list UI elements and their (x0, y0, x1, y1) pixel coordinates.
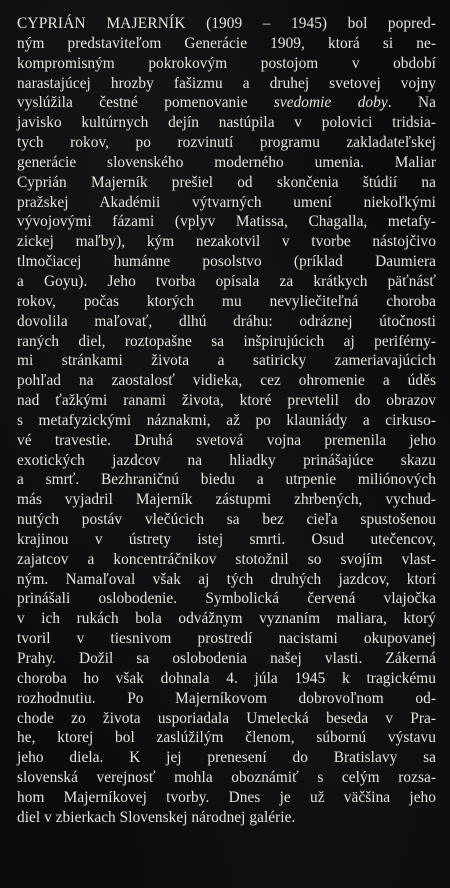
text-line: hom Majerníkovej tvorby. Dnes je už väčšina jeho (17, 788, 436, 806)
text-line: v ich rukách bola odvážnym vyznaním maliara, ktorý (17, 610, 436, 628)
text-line: ným predstaviteľom Generácie 1909, ktorá si ne- (17, 34, 436, 52)
text-line: exotických jazdcov na hliadky prinášajúce skazu (17, 451, 436, 469)
text-line: tvoril v tiesnivom prostredí nacistami okupovanej (17, 630, 436, 648)
text-line: diel v zbierkach Slovenskej národnej galérie. (17, 808, 296, 826)
text-line: tlmočiacej humánne posolstvo (príklad Daumiera (17, 253, 436, 271)
text-line: s metafyzickými náznakmi, až po klauniády a cirkuso- (17, 411, 436, 429)
text-line: a smrť. Bezhraničnú biedu a utrpenie miliónových (17, 471, 436, 489)
text-line: a Goyu). Jeho tvorba opísala za krátkych päťnásť (17, 272, 436, 290)
text-line: Prahy. Dožil sa oslobodenia našej vlasti. Zákerná (17, 650, 436, 667)
text-line: pohľad na zaostalosť vidieka, cez ohromenie a úděs (17, 372, 436, 390)
text-line: narastajúcej hrozby fašizmu a druhej svetovej vojny (17, 74, 436, 92)
text-line: pražskej Akadémii výtvarných umení niekoľkými (17, 193, 436, 211)
biography-text (17, 14, 436, 828)
text-line: chode zo života usporiadala Umelecká beseda v Pra- (17, 709, 436, 727)
text-line: javisko kultúrnych dejín nastúpila v polovici tridsia- (17, 114, 436, 132)
text-line: kompromisným pokrokovým postojom v období (17, 54, 436, 72)
text-line: nutých postáv vlečúcich sa bez cieľa spustošenou (17, 511, 436, 529)
text-line: rozhodnutiu. Po Majerníkovom dobrovoľnom od- (17, 689, 436, 707)
text-line: zajatcov a koncentráčnikov stotožnil so svojím vlast- (17, 550, 436, 568)
text-line: zickej maľby), kým nezakotvil v tvorbe nástojčivo (17, 233, 436, 251)
text-line: jeho diela. K jej prenesení do Bratislavy sa (17, 749, 436, 767)
text-line: mi stránkami života a satiricky zameriavajúcich (17, 352, 436, 370)
text-line: ným. Namaľoval však aj tých druhých jazdcov, ktorí (17, 570, 436, 588)
text-line: krajinou v ústrety istej smrti. Osud utečencov, (17, 530, 436, 548)
text-line: CYPRIÁN MAJERNÍK (1909 – 1945) bol popred- (17, 15, 436, 32)
text-line: dovolila maľovať, dlhú dráhu: odráznej útočnosti (17, 312, 436, 330)
text-line: vývojovými fázami (vplyv Matissa, Chagalla, metafy- (17, 213, 436, 231)
text-line: más vyjadril Majerník zástupmi zhrbených, vychud- (17, 491, 436, 509)
text-line: vé travestie. Druhá svetová vojna premenila jeho (17, 431, 436, 449)
text-line: prinášali oslobodenie. Symbolická červená vlajočka (17, 590, 436, 608)
text-line: he, ktorej bol zaslúžilým členom, súbornú výstavu (17, 729, 436, 747)
text-line: Cyprián Majerník prešiel od skončenia štúdií na (17, 173, 436, 191)
text-line: choroba ho však dohnala 4. júla 1945 k tragickému (17, 669, 436, 687)
text-line: generácie slovenského moderného umenia. Maliar (17, 153, 436, 171)
emphasis-text: svedomie doby (273, 94, 388, 112)
text-line: nad ťažkými ranami života, ktoré prevtelil do obrazov (17, 392, 436, 410)
text-line: tych rokov, po rozvinutí programu zakladateľskej (17, 134, 436, 152)
artist-name: CYPRIÁN MAJERNÍK (17, 15, 186, 32)
text-line: raných diel, roztopašne sa inšpirujúcich aj periférny- (17, 332, 436, 350)
text-line: slovenská verejnosť mohla oboznámiť s celým rozsa- (17, 769, 436, 787)
text-line: rokov, počas ktorých mu nevyliečiteľná choroba (17, 292, 436, 310)
text-line: vyslúžila čestné pomenovanie svedomie doby. Na (17, 94, 437, 112)
